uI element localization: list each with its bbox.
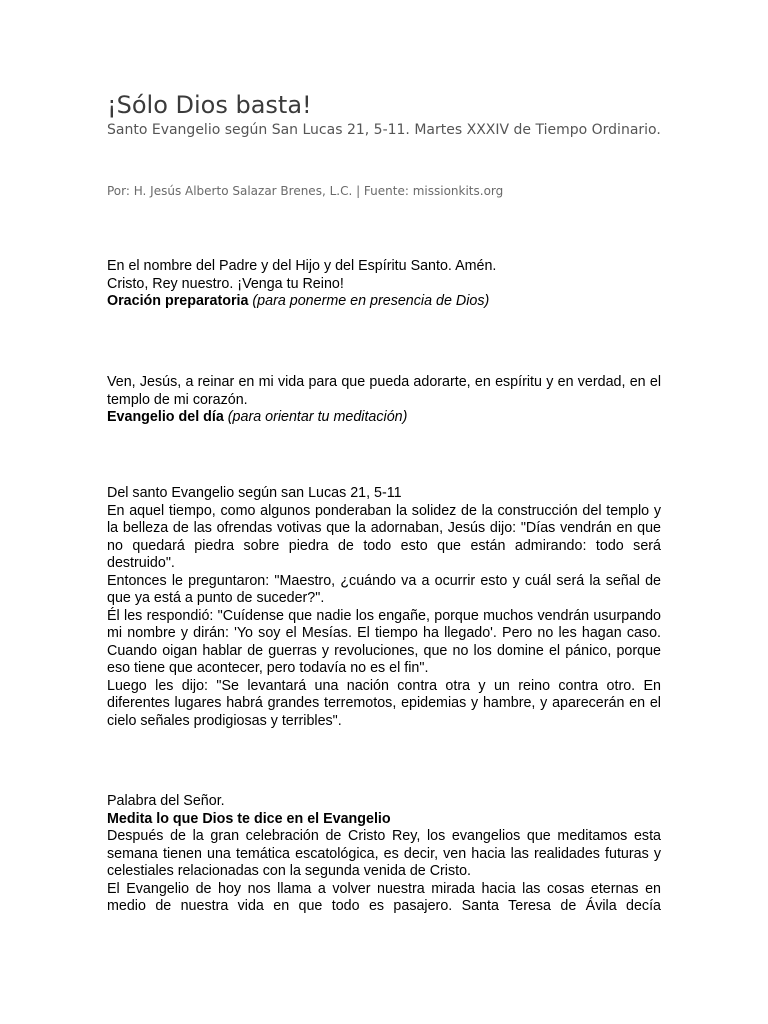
page-title: ¡Sólo Dios basta!	[107, 91, 312, 119]
gospel-paragraph-3: Él les respondió: "Cuídense que nadie los engañe, porque muchos vendrán usurpando mi nombre y dirán: 'Yo soy el Mesías. El tiempo ha llegado'. Pero no les hagan caso. Cuando oigan hablar de guerras y revoluciones, que no los domine el pánico, porque eso tiene que acontecer, pero todavía no es el fin".	[107, 607, 661, 676]
meditation-paragraph-2-line-2: medio de nuestra vida en que todo es pasajero. Santa Teresa de Ávila decía	[107, 898, 661, 914]
preparatory-prayer-heading	[107, 293, 661, 311]
gospel-paragraph-4: Luego les dijo: "Se levantará una nación contra otra y un reino contra otro. En diferentes lugares habrá grandes terremotos, epidemias y hambre, y aparecerán en el cielo señales prodigiosas y terribles".	[107, 677, 661, 729]
section-heading-note: (para orientar tu meditación)	[227, 409, 408, 425]
intro-section	[107, 258, 661, 311]
kingdom-invocation-line: Cristo, Rey nuestro. ¡Venga tu Reino!	[107, 275, 344, 292]
gospel-of-day-heading	[107, 409, 661, 427]
sign-of-cross-line: En el nombre del Padre y del Hijo y del Espíritu Santo. Amén.	[107, 258, 497, 274]
section-heading: Oración preparatoria	[107, 293, 249, 309]
section-heading: Evangelio del día	[107, 409, 224, 425]
meditation-heading: Medita lo que Dios te dice en el Evangelio	[107, 810, 391, 827]
prayer-text: Ven, Jesús, a reinar en mi vida para que pueda adorarte, en espíritu y en verdad, en el templo de mi corazón.	[107, 374, 661, 408]
author-source-line: Por: H. Jesús Alberto Salazar Brenes, L.C. | Fuente: missionkits.org	[107, 184, 504, 198]
meditation-section	[107, 793, 661, 916]
page-subtitle: Santo Evangelio según San Lucas 21, 5-11. Martes XXXIV de Tiempo Ordinario.	[107, 122, 661, 138]
meditation-paragraph-1: Después de la gran celebración de Cristo Rey, los evangelios que meditamos esta semana tienen una temática escatológica, es decir, ven hacia las realidades futuras y celestiales relacionadas con la segunda venida de Cristo.	[107, 828, 661, 879]
gospel-paragraph-2: Entonces le preguntaron: "Maestro, ¿cuándo va a ocurrir esto y cuál será la señal de que ya está a punto de suceder?".	[107, 572, 661, 606]
prayer-section	[107, 374, 661, 427]
gospel-paragraph-1: En aquel tiempo, como algunos ponderaban la solidez de la construcción del templo y la belleza de las ofrendas votivas que la adornaban, Jesús dijo: "Días vendrán en que no quedará piedra sobre piedra de todo esto que están admirando: todo será destruido".	[107, 502, 661, 571]
closing-acclamation: Palabra del Señor.	[107, 793, 225, 809]
gospel-section	[107, 485, 661, 730]
gospel-reference: Del santo Evangelio según san Lucas 21, 5-11	[107, 485, 402, 501]
meditation-paragraph-2-line-1: El Evangelio de hoy nos llama a volver nuestra mirada hacia las cosas eternas en	[107, 880, 661, 897]
section-heading-note: (para ponerme en presencia de Dios)	[252, 293, 490, 309]
